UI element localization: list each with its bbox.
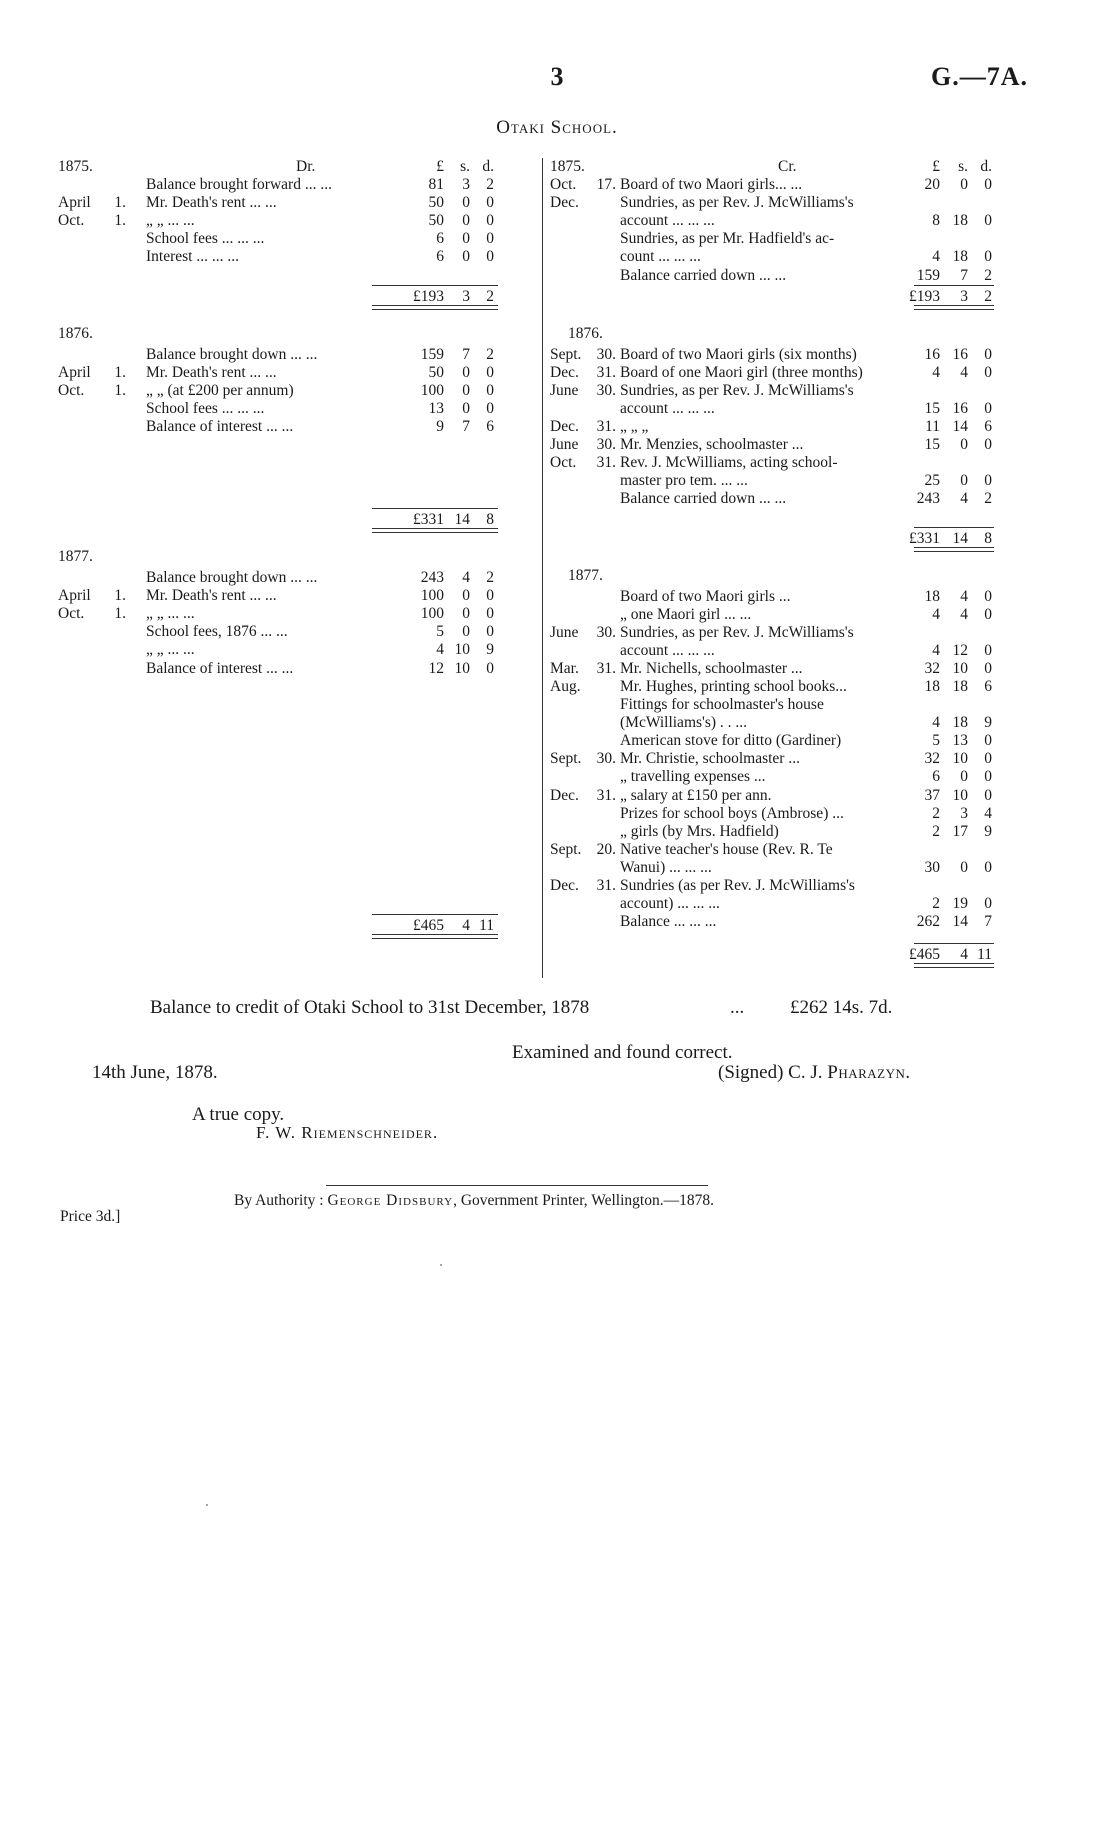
- total-pounds: £465: [413, 916, 444, 934]
- printer-name: George Didsbury: [327, 1192, 454, 1209]
- ledger-row: Balance of interest ... ... 12 10 0: [146, 659, 494, 677]
- ledger-row: Oct. 1. „ „ ... ... 100 0 0: [58, 605, 494, 623]
- year-label: 1875.: [58, 158, 93, 175]
- ledger-row: June 30. Sundries, as per Rev. J. McWilliams's: [550, 623, 854, 641]
- ledger-row: School fees ... ... ... 13 0 0: [146, 399, 494, 417]
- true-copy-label: A true copy.: [192, 1104, 285, 1125]
- ledger-row: April 1. Mr. Death's rent ... ... 50 0 0: [58, 194, 494, 212]
- ledger-row: „ travelling expenses ... 6 0 0: [620, 768, 992, 786]
- year-label: 1876.: [568, 324, 603, 342]
- ledger-row: Sept. 20. Native teacher's house (Rev. R. Te: [550, 840, 833, 858]
- ledger-row: account ... ... ... 8 18 0: [620, 212, 992, 230]
- ledger-row: Board of two Maori girls ... 18 4 0: [620, 587, 992, 605]
- total-row: £193 3 2: [550, 285, 1018, 307]
- ledger-row: June 30. Mr. Menzies, schoolmaster ... 15 0 0: [550, 436, 992, 454]
- year-label: 1875.: [550, 158, 585, 175]
- ledger-row: Dec. 31. „ „ „ 11 14 6: [550, 418, 992, 436]
- signatory-name: Pharazyn.: [827, 1062, 911, 1083]
- document-reference: G.—7A.: [931, 62, 1028, 91]
- ledger-row: Balance brought forward ... ... 81 3 2: [146, 176, 494, 194]
- total-row: £331 14 8: [550, 527, 1018, 549]
- examined-statement: Examined and found correct.: [512, 1042, 733, 1063]
- cr-label: Cr.: [778, 158, 797, 175]
- credit-account: [550, 158, 1018, 965]
- printer-imprint: By Authority : George Didsbury, Government Printer, Wellington.—1878.: [234, 1192, 714, 1209]
- ledger-row: Balance ... ... ... 262 14 7: [620, 913, 992, 931]
- shillings-header: s.: [958, 158, 968, 175]
- ledger-row: April 1. Mr. Death's rent ... ... 50 0 0: [58, 363, 494, 381]
- year-row: [550, 567, 1018, 588]
- total-row: £193 3 2: [58, 285, 538, 307]
- copy-certifier-name: F. W. Riemenschneider.: [256, 1123, 439, 1142]
- ledger-row: Balance brought down ... ... 243 4 2: [146, 569, 494, 587]
- section-title: Otaki School.: [496, 117, 618, 138]
- ledger-row: School fees ... ... ... 6 0 0: [146, 230, 494, 248]
- price-label: Price 3d.]: [60, 1208, 121, 1225]
- ledger-row: Sundries, as per Mr. Hadfield's ac-: [620, 230, 835, 248]
- ledger-row: Balance carried down ... ... 159 7 2: [620, 266, 992, 284]
- ledger-row: account ... ... ... 15 16 0: [620, 399, 992, 417]
- ledger-row: (McWilliams's) . . ... 4 18 9: [620, 714, 992, 732]
- column-divider: [542, 158, 543, 978]
- ledger-row: Aug. Mr. Hughes, printing school books... 18 18 6: [550, 677, 992, 695]
- total-pounds: £465: [909, 946, 940, 964]
- total-pounds: £331: [909, 529, 940, 547]
- signature-date: 14th June, 1878.: [92, 1062, 218, 1083]
- ledger-row: Dec. Sundries, as per Rev. J. McWilliams's: [550, 194, 854, 212]
- ledger-row: Interest ... ... ... 6 0 0: [146, 248, 494, 266]
- pence-header: d.: [482, 158, 494, 175]
- year-label: 1877.: [58, 548, 93, 566]
- pence-header: d.: [980, 158, 992, 175]
- page-number: 3: [550, 62, 564, 91]
- debit-header-row: [58, 158, 538, 176]
- ledger-row: Prizes for school boys (Ambrose) ... 2 3 4: [620, 804, 992, 822]
- ledger-row: count ... ... ... 4 18 0: [620, 248, 992, 266]
- ledger-row: Oct. 31. Rev. J. McWilliams, acting school-: [550, 454, 838, 472]
- total-row: £331 14 8: [58, 508, 538, 530]
- debit-account: [58, 158, 538, 936]
- balance-amount: £262 14s. 7d.: [790, 997, 893, 1018]
- ledger-row: Dec. 31. Sundries (as per Rev. J. McWilliams's: [550, 877, 855, 894]
- ledger-row: Wanui) ... ... ... 30 0 0: [620, 858, 992, 876]
- ledger-row: School fees, 1876 ... ... 5 0 0: [146, 623, 494, 641]
- ledger-row: American stove for ditto (Gardiner) 5 13 0: [620, 732, 992, 750]
- balance-statement: Balance to credit of Otaki School to 31st December, 1878: [150, 997, 590, 1018]
- year-label: 1877.: [568, 566, 603, 584]
- ledger-row: April 1. Mr. Death's rent ... ... 100 0 0: [58, 587, 494, 605]
- signature-line: [718, 1062, 911, 1084]
- year-row: [58, 548, 538, 569]
- ledger-row: June 30. Sundries, as per Rev. J. McWilliams's: [550, 381, 854, 399]
- ledger-row: Oct. 1. „ „ (at £200 per annum) 100 0 0: [58, 381, 494, 399]
- ledger-row: account ... ... ... 4 12 0: [620, 641, 992, 659]
- paper-speck: [440, 1264, 442, 1266]
- ledger-row: Oct. 17. Board of two Maori girls... ... 20 0 0: [550, 176, 992, 194]
- total-row: £465 4 11: [58, 914, 538, 936]
- total-pounds: £193: [909, 287, 940, 305]
- ledger-row: „ girls (by Mrs. Hadfield) 2 17 9: [620, 822, 992, 840]
- shillings-header: s.: [460, 158, 470, 175]
- total-row: £465 4 11: [550, 943, 1018, 965]
- year-row: [58, 325, 538, 346]
- ledger-row: Mar. 31. Mr. Nichells, schoolmaster ... 32 10 0: [550, 659, 992, 677]
- ledger-row: Balance brought down ... ... 159 7 2: [146, 345, 494, 363]
- ledger-row: „ „ ... ... 4 10 9: [146, 641, 494, 659]
- footer-rule: [326, 1185, 708, 1186]
- ledger-row: Balance carried down ... ... 243 4 2: [620, 490, 992, 508]
- balance-leader: ...: [730, 997, 745, 1018]
- total-pounds: £331: [413, 511, 444, 529]
- ledger-row: Sept. 30. Board of two Maori girls (six months) 16 16 0: [550, 345, 992, 363]
- ledger-row: Fittings for schoolmaster's house: [620, 696, 824, 714]
- ledger-row: Sept. 30. Mr. Christie, schoolmaster ... 32 10 0: [550, 750, 992, 768]
- pounds-header: £: [932, 158, 940, 175]
- pounds-header: £: [436, 158, 444, 175]
- dr-label: Dr.: [296, 158, 316, 175]
- year-row: [550, 325, 1018, 346]
- credit-header-row: [550, 158, 1018, 176]
- ledger-row: „ one Maori girl ... ... 4 4 0: [620, 605, 992, 623]
- signed-prefix: (Signed) C. J.: [718, 1062, 828, 1083]
- year-label: 1876.: [58, 324, 93, 342]
- ledger-row: master pro tem. ... ... 25 0 0: [620, 472, 992, 490]
- paper-speck: [206, 1504, 208, 1506]
- ledger-row: Dec. 31. Board of one Maori girl (three months) 4 4 0: [550, 363, 992, 381]
- ledger-row: Balance of interest ... ... 9 7 6: [146, 417, 494, 435]
- ledger-row: Oct. 1. „ „ ... ... 50 0 0: [58, 212, 494, 230]
- total-pounds: £193: [413, 287, 444, 305]
- ledger-row: account) ... ... ... 2 19 0: [620, 895, 992, 913]
- ledger-row: Dec. 31. „ salary at £150 per ann. 37 10 0: [550, 786, 992, 804]
